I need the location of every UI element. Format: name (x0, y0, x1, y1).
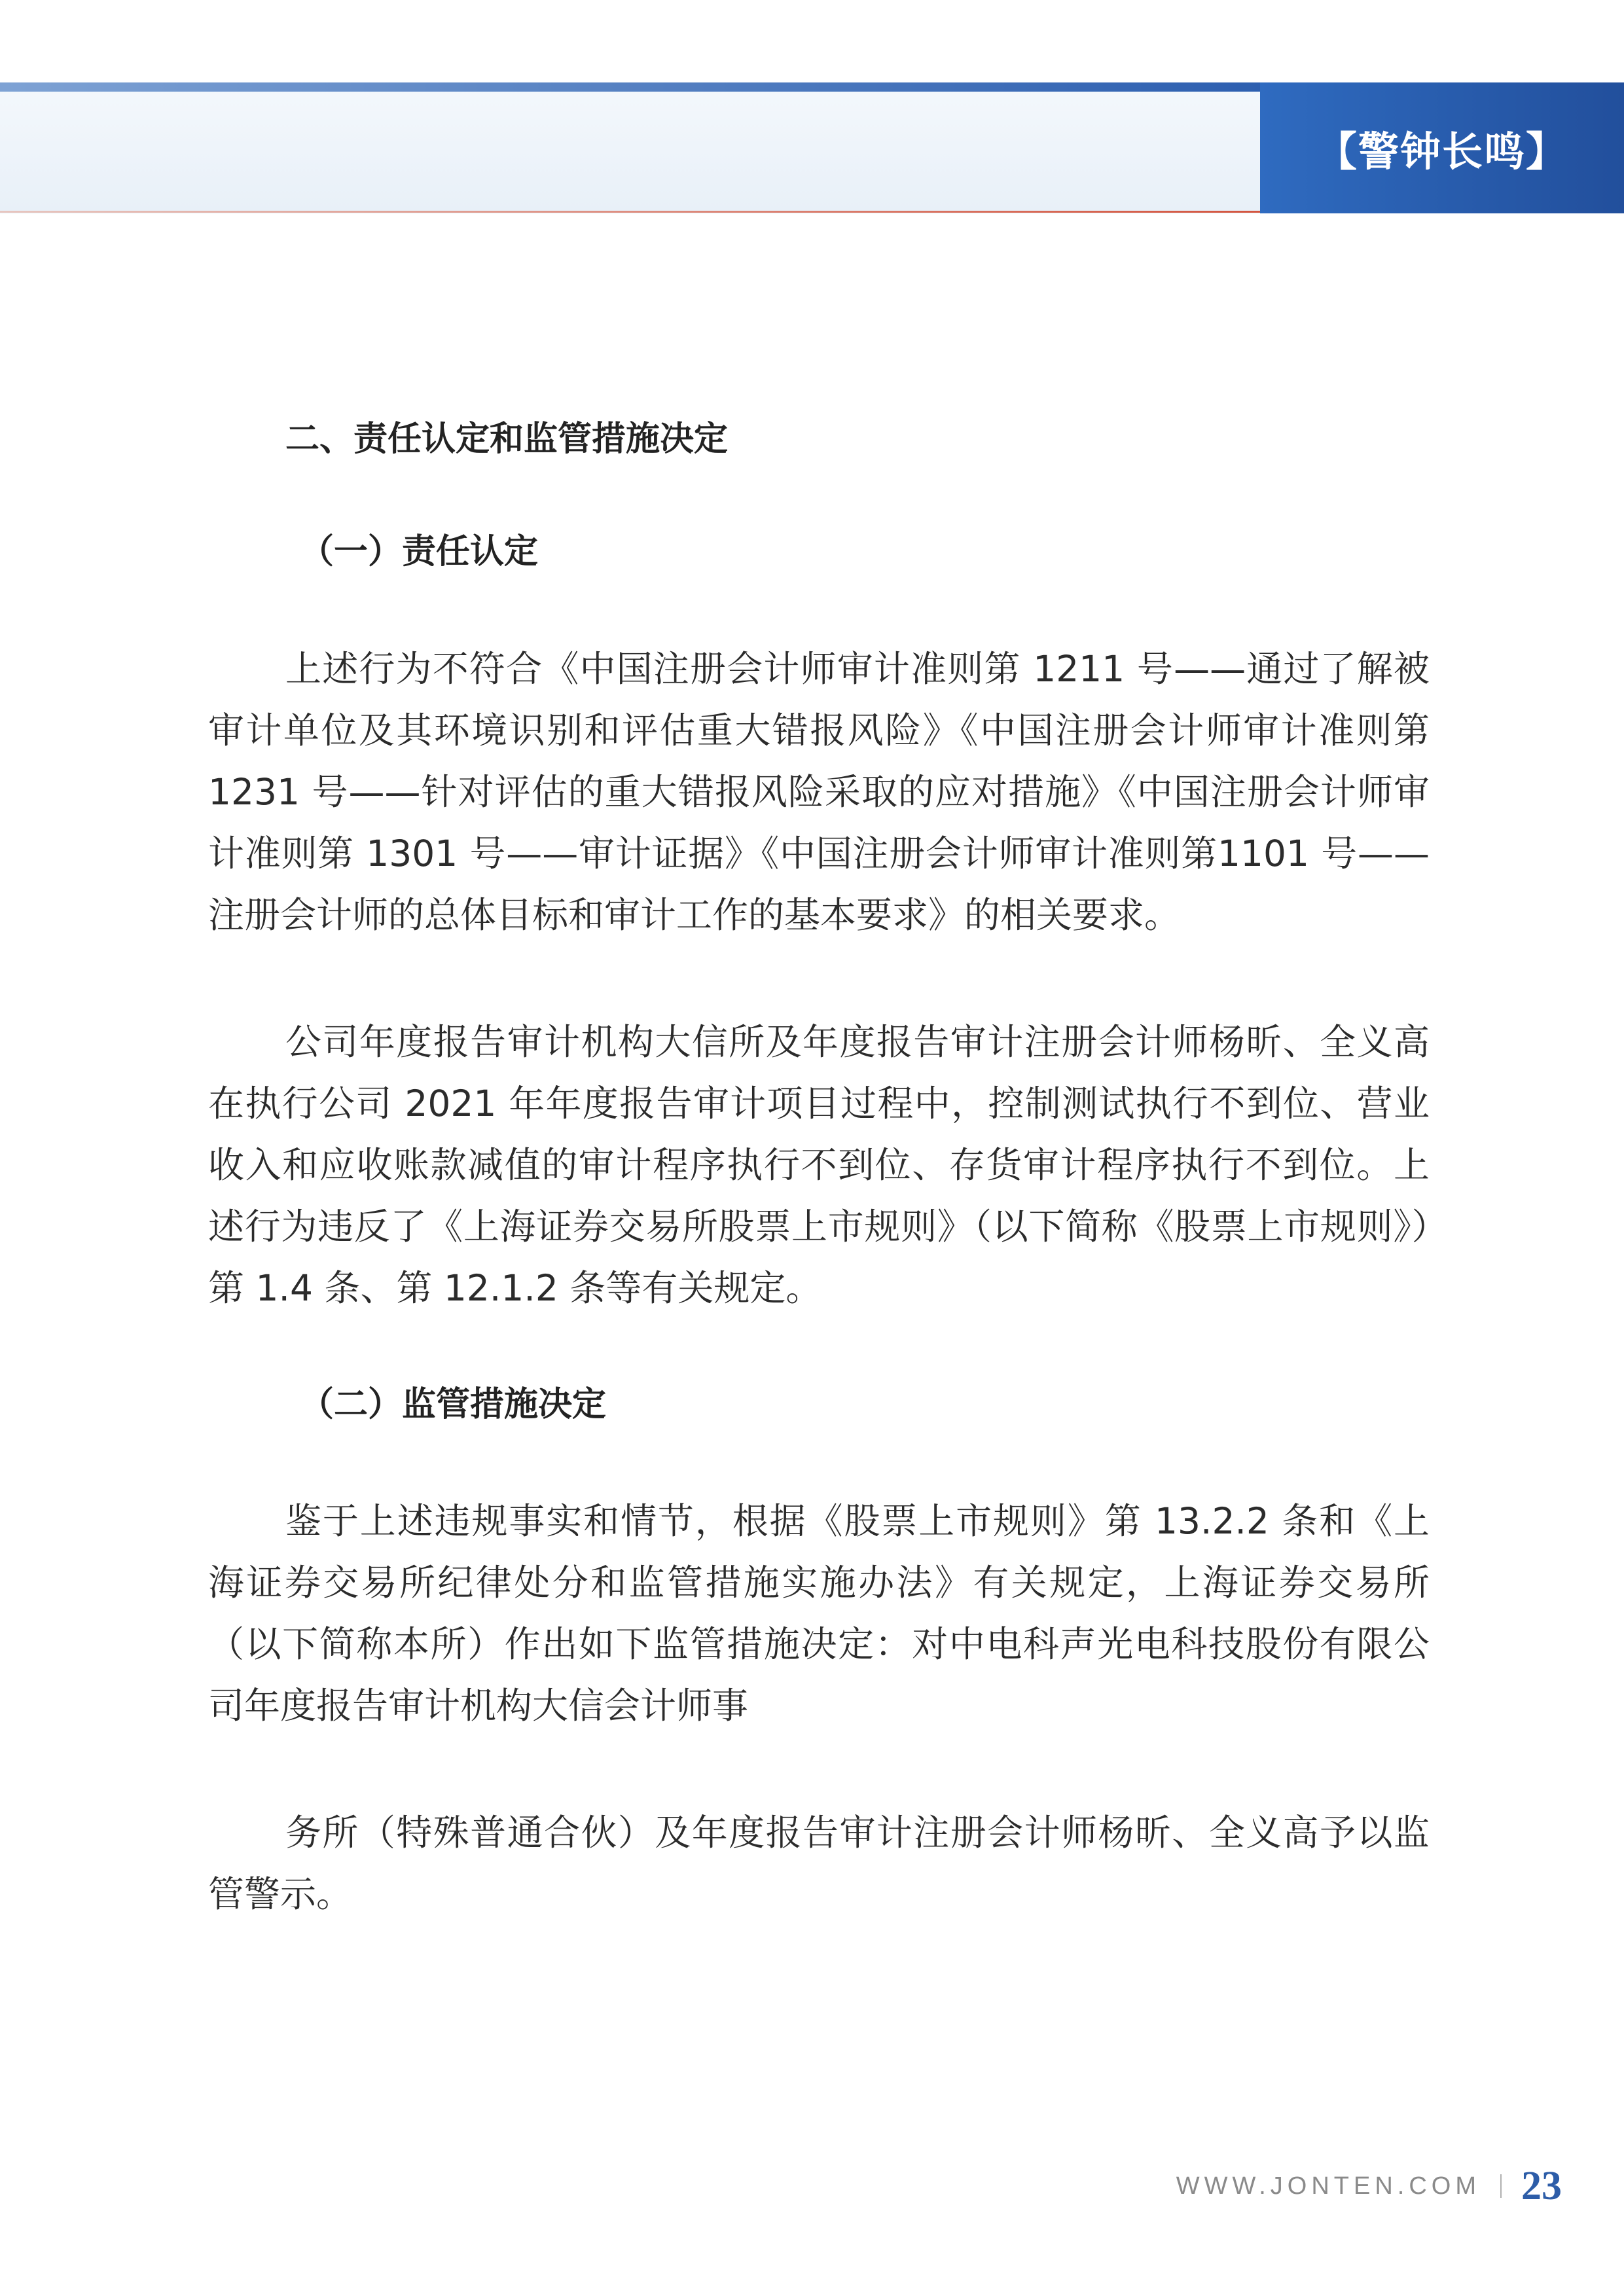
paragraph-2: 公司年度报告审计机构大信所及年度报告审计注册会计师杨昕、全义高在执行公司 2021 年年度报告审计项目过程中，控制测试执行不到位、营业收入和应收账款减值的审计程序执行不到位、存货审计程序执行不到位。上述行为违反了《上海证券交易所股票上市规则》（以下简称《股票上市规则》）第 1.4 条、第 12.1.2 条等有关规定。 (208, 1020, 1430, 1309)
header-tag-label: 【警钟长鸣】 (1316, 127, 1568, 175)
section-title: 二、责任认定和监管措施决定 (285, 420, 729, 459)
header-tag (1260, 82, 1624, 213)
page-number: 23 (1521, 2163, 1562, 2208)
header-bottom-line (0, 211, 1260, 213)
subsection-1-title: （一）责任认定 (300, 532, 539, 572)
page-footer (1176, 2160, 1562, 2212)
paragraph-4: 务所（特殊普通合伙）及年度报告审计注册会计师杨昕、全义高予以监管警示。 (208, 1812, 1430, 1916)
document-body (208, 419, 1430, 1990)
subsection-2-title: （二）监管措施决定 (300, 1384, 607, 1424)
paragraph-1: 上述行为不符合《中国注册会计师审计准则第 1211 号——通过了解被审计单位及其环境识别和评估重大错报风险》《中国注册会计师审计准则第 1231 号——针对评估的重大错报风险采取的应对措施》《中国注册会计师审计准则第 1301 号——审计证据》《中国注册会计师审计准则第1101 号——注册会计师的总体目标和审计工作的基本要求》的相关要求。 (208, 647, 1430, 936)
header-top-line (0, 82, 1260, 92)
footer-url: WWW.JONTEN.COM (1176, 2172, 1481, 2200)
paragraph-3: 鉴于上述违规事实和情节，根据《股票上市规则》第 13.2.2 条和《上海证券交易所纪律处分和监管措施实施办法》有关规定，上海证券交易所（以下简称本所）作出如下监管措施决定：对中电科声光电科技股份有限公司年度报告审计机构大信会计师事 (208, 1500, 1430, 1727)
footer-divider (1500, 2174, 1502, 2198)
